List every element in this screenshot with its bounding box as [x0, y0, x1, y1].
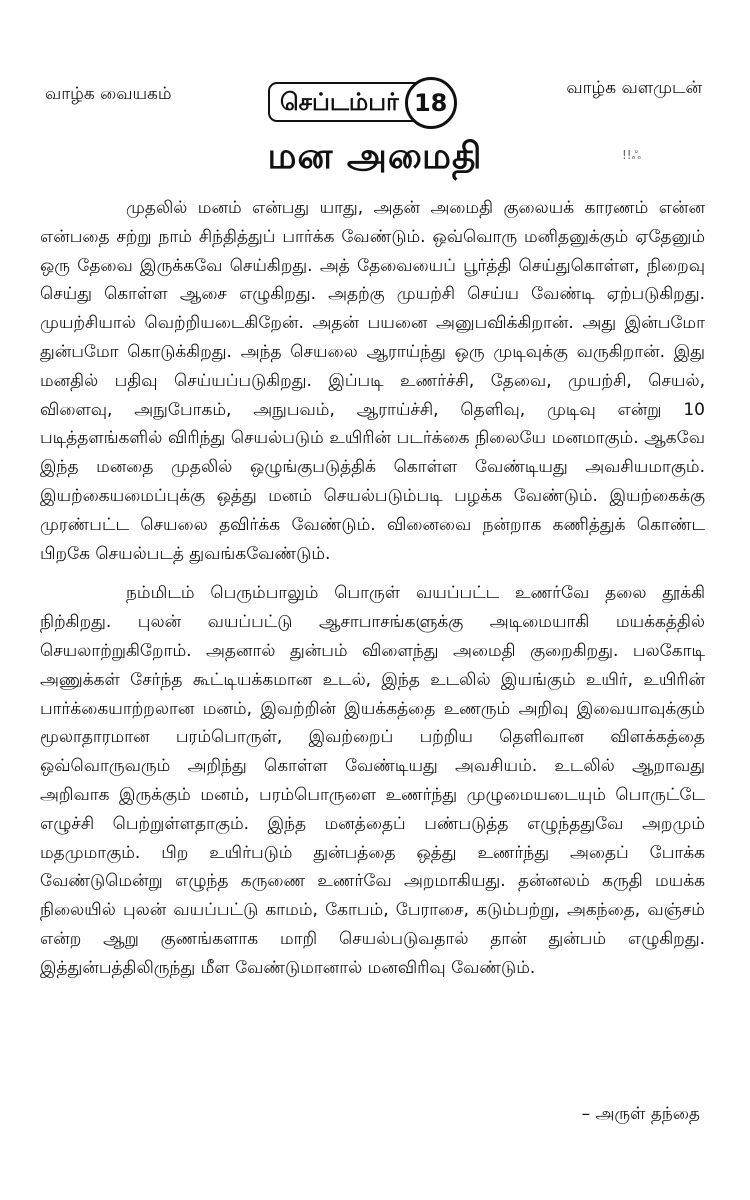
page-header: [0, 78, 750, 118]
date-badge: [268, 82, 448, 122]
author-signature: – அருள் தந்தை: [581, 1104, 700, 1124]
paragraph-2: நம்மிடம் பெரும்பாலும் பொருள் வயப்பட்ட உணர்வே தலை தூக்கி நிற்கிறது. புலன் வயப்பட்டு ஆசாபாசங்களுக்கு அடிமையாகி மயக்கத்தில் செயலாற்றுகிறோம். அதனால் துன்பம் விளைந்து அமைதி குறைகிறது. பலகோடி அணுக்கள் சேர்ந்த கூட்டியக்கமான உடல், இந்த உடலில் இயங்கும் உயிர், உயிரின் பார்க்கையாற்றலான மனம், இவற்றின் இயக்கத்தை உணரும் அறிவு இவையாவுக்கும் மூலாதாரமான பரம்பொருள், இவற்றைப் பற்றிய தெளிவான விளக்கத்தை ஒவ்வொருவரும் அறிந்து கொள்ள வேண்டியது அவசியம். உடலில் ஆறாவது அறிவாக இருக்கும் மனம், பரம்பொருளை உணர்ந்து முழுமையடையும் பொருட்டே எழுச்சி பெற்றுள்ளதாகும். இந்த மனத்தைப் பண்படுத்த எழுந்ததுவே அறமும் மதமுமாகும். பிற உயிர்படும் துன்பத்தை ஒத்து உணர்ந்து அதைப் போக்க வேண்டுமென்று எழுந்த கருணை உணர்வே அறமாகியது. தன்னலம் கருதி மயக்க நிலையில் புலன் வயப்பட்டு காமம், கோபம், பேராசை, கடும்பற்று, அகந்தை, வஞ்சம் என்ற ஆறு குணங்களாக மாறி செயல்படுவதால் தான் துன்பம் எழுகிறது. இத்துன்பத்திலிருந்து மீள வேண்டுமானால் மனவிரிவு வேண்டும்.: [40, 583, 705, 978]
article-body: [40, 194, 705, 983]
header-left-motto: வாழ்க வையகம்: [45, 84, 172, 104]
date-month: செப்டம்பர்: [280, 88, 399, 116]
paragraph-1: முதலில் மனம் என்பது யாது, அதன் அமைதி குலையக் காரணம் என்ன என்பதை சற்று நாம் சிந்தித்துப் பார்க்க வேண்டும். ஒவ்வொரு மனிதனுக்கும் ஏதேனும் ஒரு தேவை இருக்கவே செய்கிறது. அத் தேவையைப் பூர்த்தி செய்துகொள்ள, நிறைவு செய்து கொள்ள ஆசை எழுகிறது. அதற்கு முயற்சி செய்ய வேண்டி ஏற்படுகிறது. முயற்சியால் வெற்றியடைகிறேன். அதன் பயனை அனுபவிக்கிறான். அது இன்பமோ துன்பமோ கொடுக்கிறது. அந்த செயலை ஆராய்ந்து ஒரு முடிவுக்கு வருகிறான். இது மனதில் பதிவு செய்யப்படுகிறது. இப்படி உணர்ச்சி, தேவை, முயற்சி, செயல், விளைவு, அநுபோகம், அநுபவம், ஆராய்ச்சி, தெளிவு, முடிவு என்று 10 படித்தளங்களில் விரிந்து செயல்படும் உயிரின் படர்க்கை நிலையே மனமாகும். ஆகவே இந்த மனதை முதலில் ஒழுங்குபடுத்திக் கொள்ள வேண்டியது அவசியமாகும். இயற்கையமைப்புக்கு ஒத்து மனம் செயல்படும்படி பழக்க வேண்டும். இயற்கைக்கு முரண்பட்ட செயலை தவிர்க்க வேண்டும். வினைவை நன்றாக கணித்துக் கொண்ட பிறகே செயல்படத் துவங்கவேண்டும்.: [40, 198, 705, 564]
page-title: மன அமைதி: [267, 136, 483, 177]
date-day-circle: 18: [405, 77, 457, 129]
header-right-motto: வாழ்க வளமுடன்: [566, 78, 702, 98]
title-side-mark: !!ஃ: [622, 148, 642, 162]
